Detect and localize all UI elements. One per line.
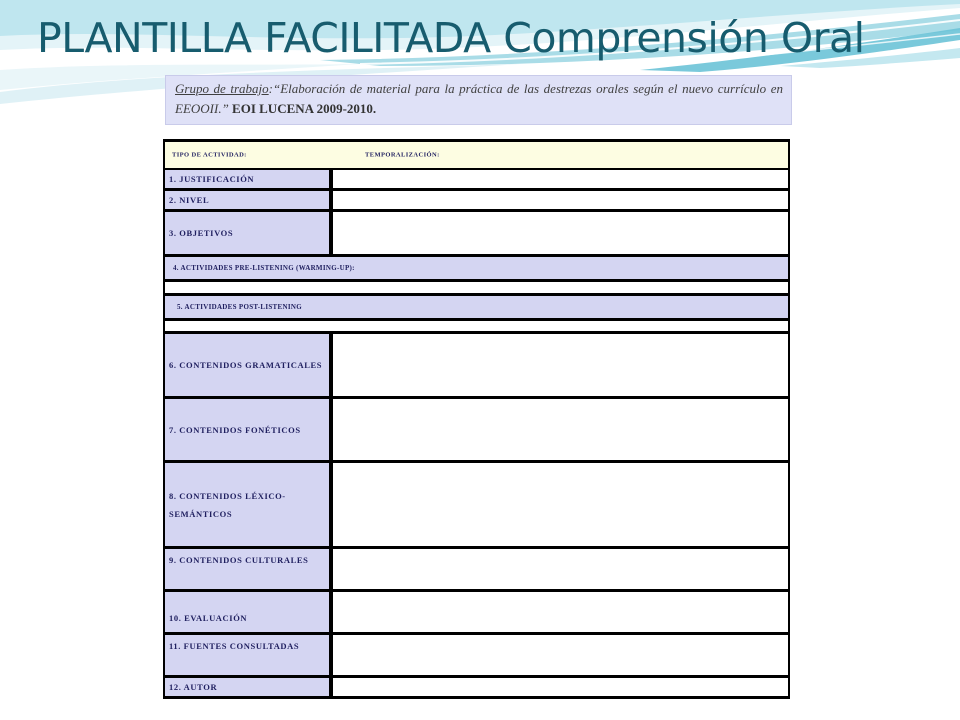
row-lexico-label: 8. CONTENIDOS LÉXICO-SEMÁNTICOS [165,463,329,546]
evaluacion-field[interactable] [333,592,788,632]
fuentes-field[interactable] [333,635,788,675]
row-evaluacion-label: 10. EVALUACIÓN [165,592,329,632]
post-listening-field[interactable] [165,321,788,331]
row-culturales-label: 9. CONTENIDOS CULTURALES [165,549,329,589]
foneticos-field[interactable] [333,399,788,460]
row-pre-listening-label: 4. ACTIVIDADES PRE-LISTENING (WARMING-UP): [165,257,788,279]
working-group-colon: : [268,81,274,96]
working-group-project: “Elaboración de material para la práctica de las destrezas orales según el nuevo currículo en EEOOII.” [175,81,783,116]
nivel-field[interactable] [333,191,788,209]
objetivos-field[interactable] [333,212,788,254]
autor-field[interactable] [333,678,788,696]
row-post-listening-label: 5. ACTIVIDADES POST-LISTENING [165,296,788,318]
gramaticales-field[interactable] [333,334,788,396]
justificacion-field[interactable] [333,170,788,188]
form-header-row [165,142,788,168]
culturales-field[interactable] [333,549,788,589]
row-objetivos-label: 3. OBJETIVOS [165,212,329,254]
row-gramaticales-label: 6. CONTENIDOS GRAMATICALES [165,334,329,396]
activity-template-form [163,139,790,699]
working-group-label: Grupo de trabajo [175,81,269,96]
tipo-actividad-label: TIPO DE ACTIVIDAD: [172,151,247,159]
row-foneticos-label: 7. CONTENIDOS FONÉTICOS [165,399,329,460]
row-fuentes-label: 11. FUENTES CONSULTADAS [165,635,329,675]
temporalizacion-label: TEMPORALIZACIÓN: [365,151,440,159]
row-nivel-label: 2. NIVEL [165,191,329,209]
working-group-school: EOI LUCENA 2009-2010. [228,101,377,116]
lexico-field[interactable] [333,463,788,546]
row-autor-label: 12. AUTOR [165,678,329,696]
row-justificacion-label: 1. JUSTIFICACIÓN [165,170,329,188]
pre-listening-field[interactable] [165,282,788,293]
page-title: PLANTILLA FACILITADA Comprensión Oral [37,14,865,62]
working-group-caption [165,75,792,125]
